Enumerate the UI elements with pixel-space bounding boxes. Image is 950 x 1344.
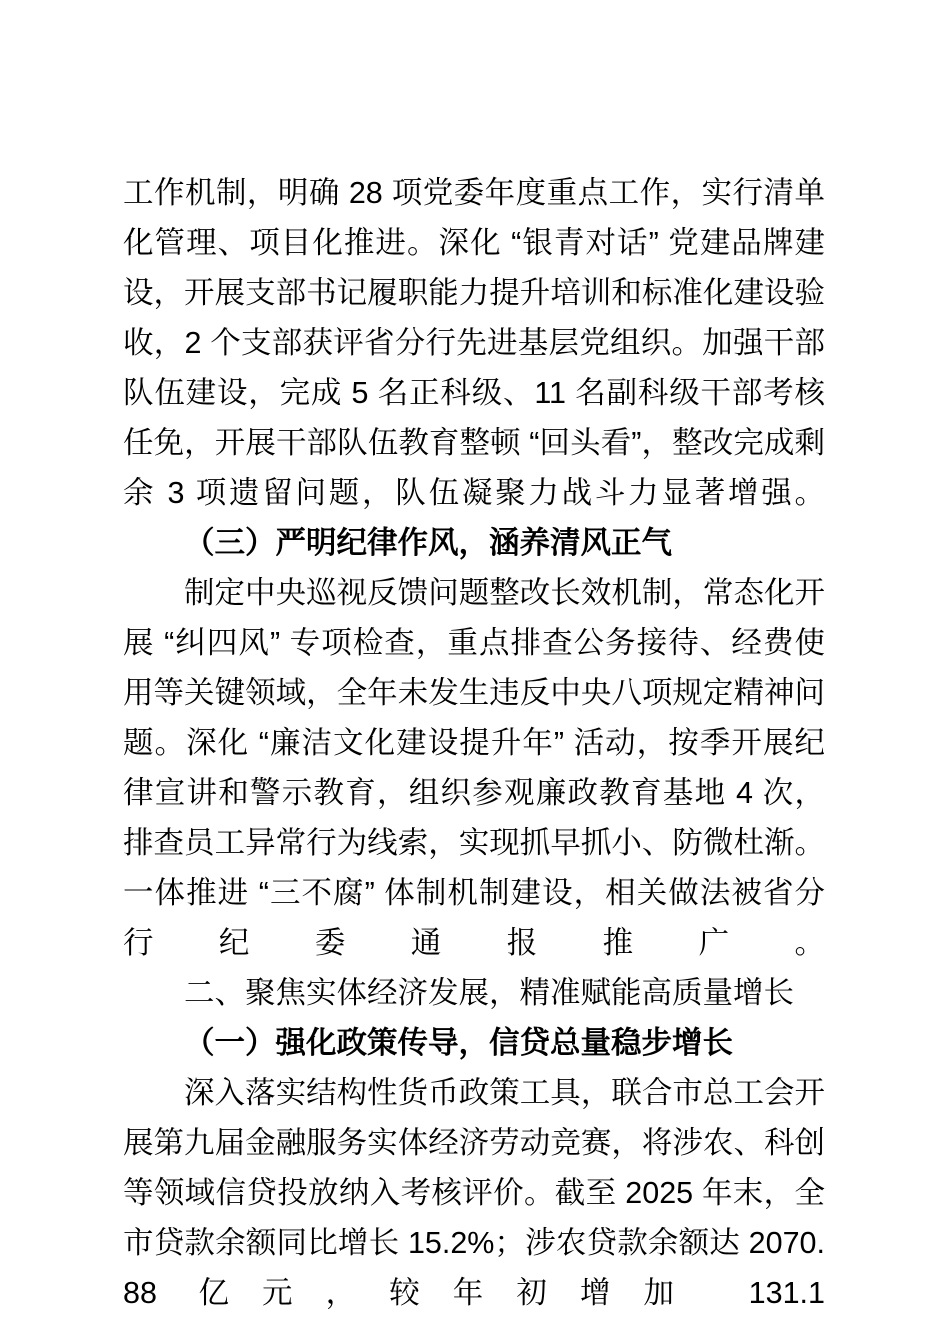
heading-part-two-real-economy: 二、聚焦实体经济发展，精准赋能高质量增长 bbox=[184, 976, 794, 1010]
paragraph-monetary-policy-credit: 深入落实结构性货币政策工具，联合市总工会开展第九届金融服务实体经济劳动竞赛，将涉农、科创等领域信贷投放纳入考核评价。截至 2025 年末，全市贷款余额同比增长 15.2%；涉农贷款余额达 2070.88 亿元，较年初增加 131.1 bbox=[123, 1076, 825, 1310]
document-text-column bbox=[123, 168, 825, 1318]
heading-section-three-discipline: （三）严明纪律作风，涵养清风正气 bbox=[184, 526, 672, 560]
paragraph-party-work-mechanism: 工作机制，明确 28 项党委年度重点工作，实行清单化管理、项目化推进。深化 “银青对话” 党建品牌建设，开展支部书记履职能力提升培训和标准化建设验收，2 个支部获评省分行先进基层党组织。加强干部队伍建设，完成 5 名正科级、11 名副科级干部考核任免，开展干部队伍教育整顿 “回头看”，整改完成剩余 3 项遗留问题，队伍凝聚力战斗力显著增强。 bbox=[123, 176, 825, 510]
heading-section-one-credit-growth: （一）强化政策传导，信贷总量稳步增长 bbox=[184, 1026, 733, 1060]
paragraph-discipline-inspection: 制定中央巡视反馈问题整改长效机制，常态化开展 “纠四风” 专项检查，重点排查公务接待、经费使用等关键领域，全年未发生违反中央八项规定精神问题。深化 “廉洁文化建设提升年” 活动，按季开展纪律宣讲和警示教育，组织参观廉政教育基地 4 次，排查员工异常行为线索，实现抓早抓小、防微杜渐。一体推进 “三不腐” 体制机制建设，相关做法被省分行纪委通报推广。 bbox=[123, 576, 825, 960]
